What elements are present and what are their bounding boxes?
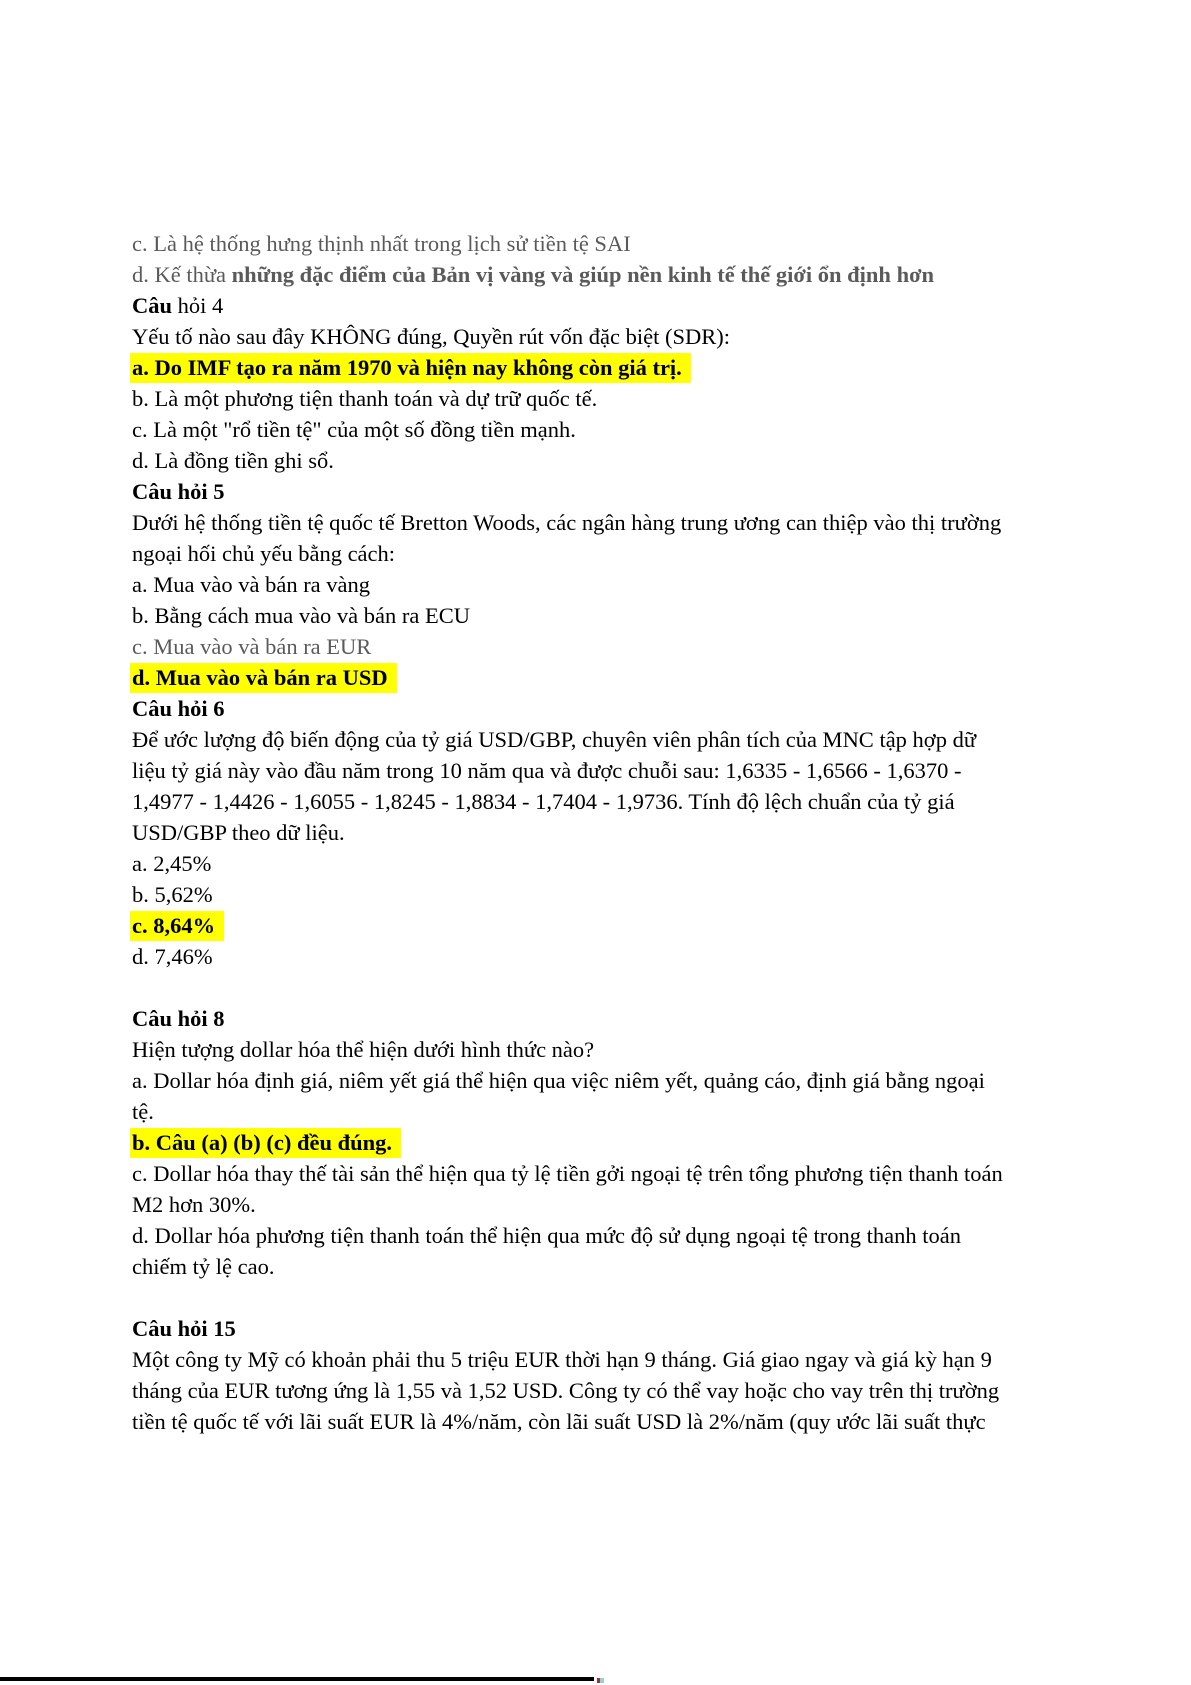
text-line bbox=[132, 600, 1077, 631]
text-line bbox=[132, 1406, 1077, 1437]
text-segment: b. 5,62% bbox=[132, 882, 213, 907]
answer-highlight bbox=[130, 911, 224, 941]
text-line bbox=[132, 879, 1077, 910]
bold-text-segment: những đặc điểm của Bản vị vàng và giúp nền kinh tế thế giới ổn định hơn bbox=[231, 262, 935, 287]
text-segment: ngoại hối chủ yếu bằng cách: bbox=[132, 541, 396, 566]
text-line bbox=[132, 941, 1077, 972]
bold-text-segment: c. 8,64% bbox=[132, 913, 216, 938]
text-segment: c. Mua vào và bán ra EUR bbox=[132, 634, 372, 659]
text-line bbox=[132, 1065, 1077, 1096]
document-body bbox=[132, 228, 1077, 1437]
text-line bbox=[132, 724, 1077, 755]
bold-text-segment: b. Câu (a) (b) (c) đều đúng. bbox=[132, 1130, 393, 1155]
page-bottom-rule bbox=[0, 1677, 594, 1681]
text-segment: Yếu tố nào sau đây KHÔNG đúng, Quyền rút vốn đặc biệt (SDR): bbox=[132, 324, 731, 349]
text-line bbox=[132, 1034, 1077, 1065]
text-segment: Để ước lượng độ biến động của tỷ giá USD/GBP, chuyên viên phân tích của MNC tập hợp dữ bbox=[132, 727, 977, 752]
text-segment: liệu tỷ giá này vào đầu năm trong 10 năm qua và được chuỗi sau: 1,6335 - 1,6566 - 1,6370 - bbox=[132, 758, 962, 783]
text-line bbox=[132, 1251, 1077, 1282]
bold-text-segment: Câu hỏi 8 bbox=[132, 1006, 225, 1031]
text-segment: M2 hơn 30%. bbox=[132, 1192, 256, 1217]
text-segment: USD/GBP theo dữ liệu. bbox=[132, 820, 345, 845]
text-segment: c. Là hệ thống hưng thịnh nhất trong lịch sử tiền tệ SAI bbox=[132, 231, 631, 256]
correct-answer-line bbox=[132, 662, 1077, 693]
text-segment: d. Kế thừa bbox=[132, 262, 232, 287]
text-line bbox=[132, 414, 1077, 445]
bold-text-segment: Câu bbox=[132, 293, 173, 318]
text-line bbox=[132, 321, 1077, 352]
text-segment: Dưới hệ thống tiền tệ quốc tế Bretton Woods, các ngân hàng trung ương can thiệp vào thị trường bbox=[132, 510, 1002, 535]
caret-artifact bbox=[597, 1678, 604, 1683]
question-heading bbox=[132, 693, 1077, 724]
question-heading bbox=[132, 476, 1077, 507]
caret-teal-mark bbox=[600, 1678, 604, 1683]
text-segment: tháng của EUR tương ứng là 1,55 và 1,52 USD. Công ty có thể vay hoặc cho vay trên thị trường bbox=[132, 1378, 1000, 1403]
text-line bbox=[132, 631, 1077, 662]
answer-highlight bbox=[130, 663, 397, 693]
correct-answer-line bbox=[132, 352, 1077, 383]
question-heading bbox=[132, 290, 1077, 321]
correct-answer-line bbox=[132, 910, 1077, 941]
text-line bbox=[132, 786, 1077, 817]
blank-line bbox=[132, 972, 1077, 1003]
question-heading bbox=[132, 1003, 1077, 1034]
text-segment: b. Bằng cách mua vào và bán ra ECU bbox=[132, 603, 471, 628]
text-line bbox=[132, 507, 1077, 538]
text-segment: a. Dollar hóa định giá, niêm yết giá thể hiện qua việc niêm yết, quảng cáo, định giá bằng ngoại bbox=[132, 1068, 985, 1093]
text-line bbox=[132, 1158, 1077, 1189]
text-segment: d. Dollar hóa phương tiện thanh toán thể hiện qua mức độ sử dụng ngoại tệ trong thanh toán bbox=[132, 1223, 961, 1248]
answer-highlight bbox=[130, 1128, 401, 1158]
bold-text-segment: Câu hỏi 6 bbox=[132, 696, 225, 721]
bold-text-segment: d. Mua vào và bán ra USD bbox=[132, 665, 388, 690]
text-line bbox=[132, 538, 1077, 569]
answer-highlight bbox=[130, 353, 691, 383]
bold-text-segment: Câu hỏi 5 bbox=[132, 479, 225, 504]
text-line bbox=[132, 1096, 1077, 1127]
correct-answer-line bbox=[132, 1127, 1077, 1158]
text-line bbox=[132, 755, 1077, 786]
text-line bbox=[132, 1375, 1077, 1406]
text-line bbox=[132, 383, 1077, 414]
text-line bbox=[132, 1220, 1077, 1251]
text-segment: d. Là đồng tiền ghi sổ. bbox=[132, 448, 334, 473]
question-heading bbox=[132, 1313, 1077, 1344]
text-line bbox=[132, 848, 1077, 879]
text-segment: b. Là một phương tiện thanh toán và dự trữ quốc tế. bbox=[132, 386, 598, 411]
text-line bbox=[132, 228, 1077, 259]
text-line bbox=[132, 569, 1077, 600]
text-segment: Một công ty Mỹ có khoản phải thu 5 triệu EUR thời hạn 9 tháng. Giá giao ngay và giá kỳ hạn 9 bbox=[132, 1347, 992, 1372]
text-segment: chiếm tỷ lệ cao. bbox=[132, 1254, 275, 1279]
text-segment: d. 7,46% bbox=[132, 944, 213, 969]
bold-text-segment: a. Do IMF tạo ra năm 1970 và hiện nay không còn giá trị. bbox=[132, 355, 682, 380]
text-segment: tiền tệ quốc tế với lãi suất EUR là 4%/năm, còn lãi suất USD là 2%/năm (quy ước lãi suất thực bbox=[132, 1409, 986, 1434]
text-segment: tệ. bbox=[132, 1099, 154, 1124]
text-line bbox=[132, 1189, 1077, 1220]
text-line bbox=[132, 445, 1077, 476]
text-segment: 1,4977 - 1,4426 - 1,6055 - 1,8245 - 1,8834 - 1,7404 - 1,9736. Tính độ lệch chuẩn của tỷ giá bbox=[132, 789, 955, 814]
text-segment: a. Mua vào và bán ra vàng bbox=[132, 572, 371, 597]
text-segment: Hiện tượng dollar hóa thể hiện dưới hình thức nào? bbox=[132, 1037, 595, 1062]
text-segment: hỏi 4 bbox=[172, 293, 224, 318]
text-line bbox=[132, 817, 1077, 848]
text-line bbox=[132, 1344, 1077, 1375]
blank-line bbox=[132, 1282, 1077, 1313]
bold-text-segment: Câu hỏi 15 bbox=[132, 1316, 236, 1341]
text-segment: a. 2,45% bbox=[132, 851, 212, 876]
text-line bbox=[132, 259, 1077, 290]
text-segment: c. Là một "rổ tiền tệ" của một số đồng tiền mạnh. bbox=[132, 417, 576, 442]
text-segment: c. Dollar hóa thay thế tài sản thể hiện qua tỷ lệ tiền gởi ngoại tệ trên tổng phương tiện thanh toán bbox=[132, 1161, 1003, 1186]
